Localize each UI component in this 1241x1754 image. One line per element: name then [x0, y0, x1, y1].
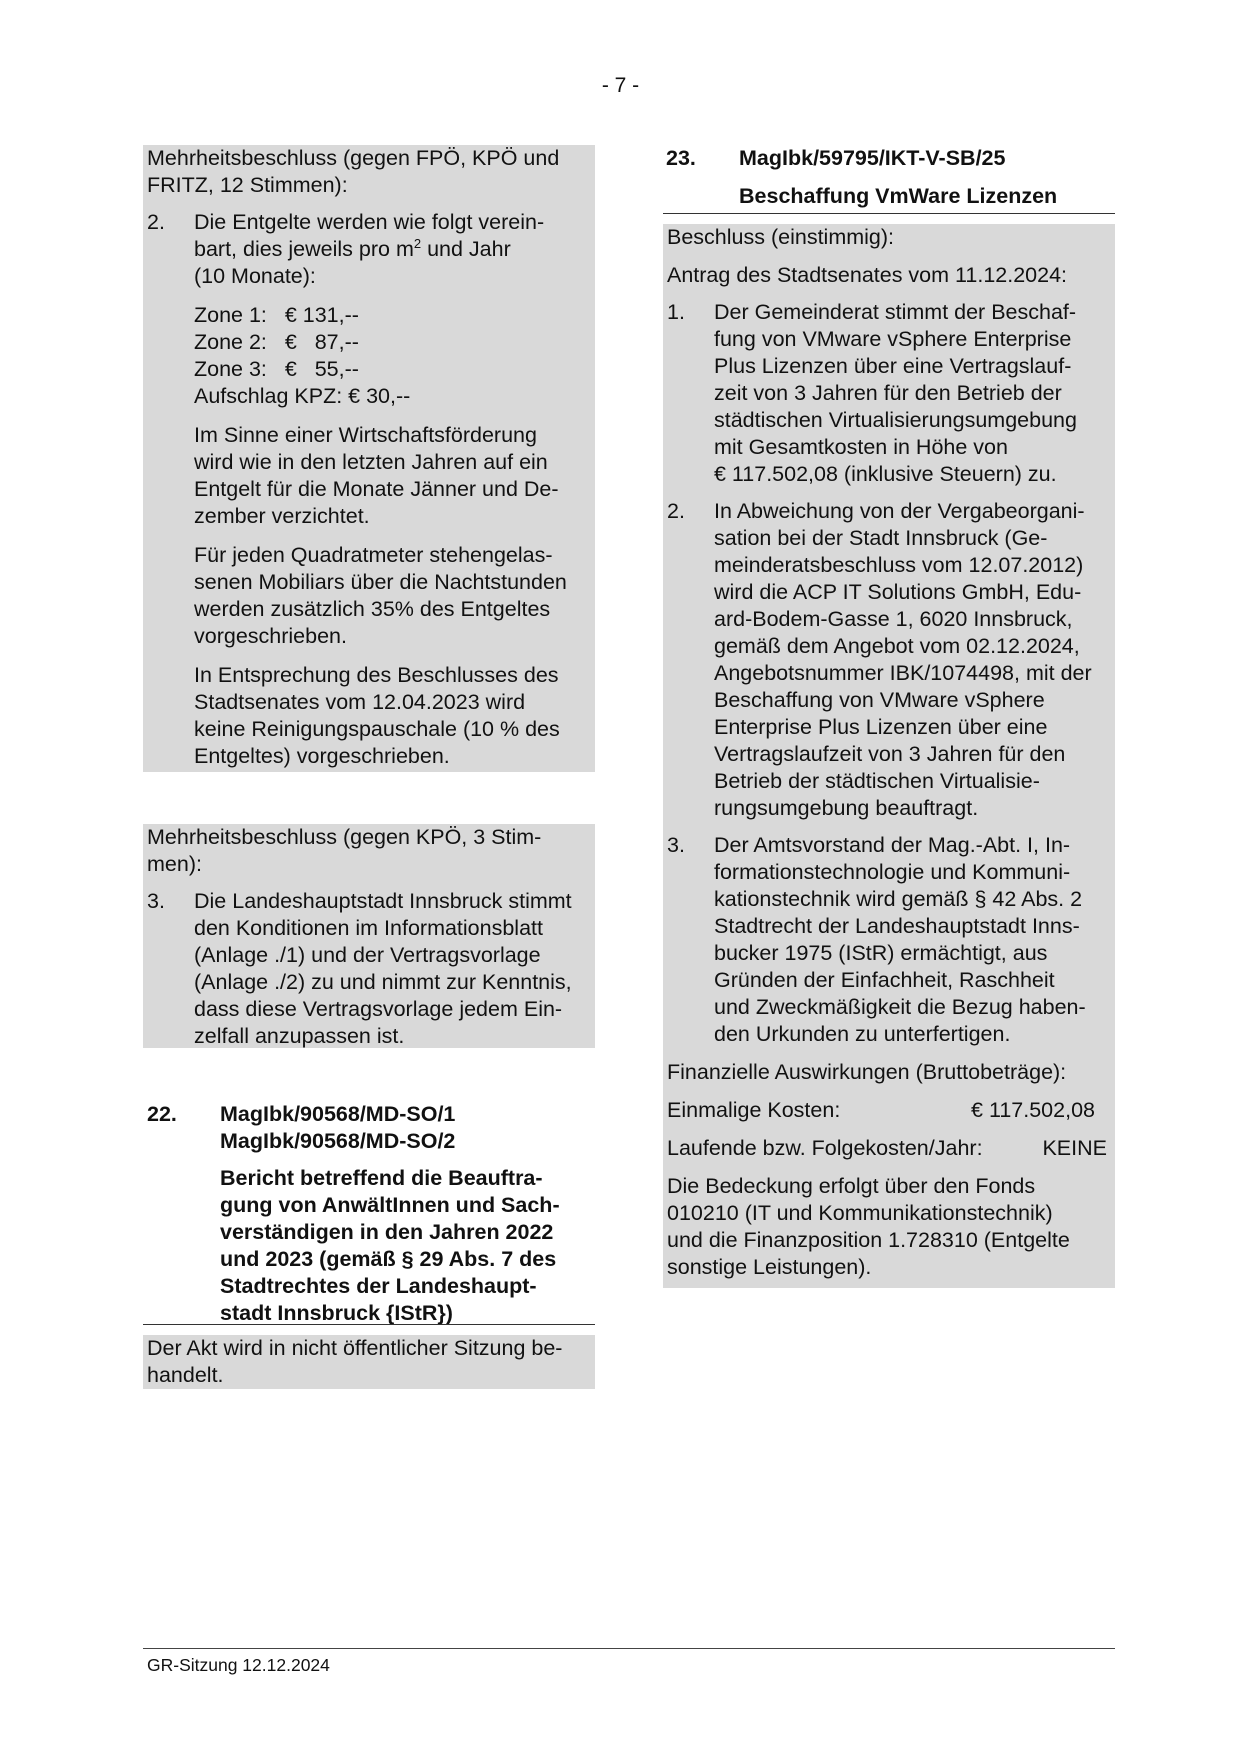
- list-item: 3. Der Amtsvorstand der Mag.-Abt. I, In- formationstechnologie und Kommuni- kationstechnik wird gemäß § 42 Abs. 2 Stadtrecht der Landeshauptstadt Inns- bucker 1975 (IStR) ermächtigt, aus Gründen der Einfachheit, Raschheit und Zweckmäßigkeit die Bezug haben- den Urkunden zu unterfertigen.: [667, 833, 1086, 1046]
- resolution-heading-cont: FRITZ, 12 Stimmen):: [147, 173, 348, 197]
- item-number: 3.: [667, 833, 685, 857]
- section-title: Bericht betreffend die Beauftra- gung von AnwältInnen und Sach- verständigen in den Jahren 2022 und 2023 (gemäß § 29 Abs. 7 des Stadtrechtes der Landeshaupt- stadt Innsbruck {IStR}): [220, 1166, 560, 1325]
- resolution-heading: Mehrheitsbeschluss (gegen FPÖ, KPÖ und: [147, 146, 560, 170]
- item-number: 1.: [667, 300, 685, 324]
- footer-rule: [143, 1648, 1115, 1649]
- one-time-costs-label: Einmalige Kosten:: [667, 1098, 841, 1122]
- list-item: 3. Die Landeshauptstadt Innsbruck stimmt den Konditionen im Informationsblatt (Anlage ./1) und der Vertragsvorlage (Anlage ./2) zu und nimmt zur Kenntnis, dass diese Vertragsvorlage jedem Ein- zelfall anzupassen ist.: [147, 889, 572, 1048]
- running-costs-label: Laufende bzw. Folgekosten/Jahr:: [667, 1136, 983, 1160]
- resolution-block-1-content: [147, 145, 597, 770]
- file-reference: MagIbk/59795/IKT-V-SB/25: [739, 146, 1006, 170]
- footer-text: GR-Sitzung 12.12.2024: [147, 1655, 330, 1675]
- page-number: - 7 -: [601, 74, 640, 97]
- section-23-header: [666, 145, 1116, 210]
- paragraph-cleaning: In Entsprechung des Beschlusses des Stadtsenates vom 12.04.2023 wird keine Reinigungspauschale (10 % des Entgeltes) vorgeschrieben.: [194, 663, 560, 768]
- item-number: 2.: [667, 499, 685, 523]
- zone-2: Zone 2: € 87,--: [194, 330, 359, 354]
- resolution-block-3-content: [667, 224, 1117, 1281]
- list-item: 1. Der Gemeinderat stimmt der Beschaf- fung von VMware vSphere Enterprise Plus Lizenzen über eine Vertragslauf- zeit von 3 Jahren für den Betrieb der städtischen Virtualisierungsumgebung mit Gesamtkosten in Höhe von € 117.502,08 (inklusive Steuern) zu.: [667, 300, 1077, 486]
- item-line: Die Entgelte werden wie folgt verein-: [194, 210, 545, 234]
- decision-type: Beschluss (einstimmig):: [667, 225, 894, 249]
- coverage-paragraph: Die Bedeckung erfolgt über den Fonds 010210 (IT und Kommunikationstechnik) und die Finanzposition 1.728310 (Entgelte sonstige Leistungen).: [667, 1174, 1070, 1279]
- motion-heading: Antrag des Stadtsenates vom 11.12.2024:: [667, 263, 1068, 287]
- item-number: 3.: [147, 889, 165, 913]
- one-time-costs-row: [667, 1097, 1095, 1124]
- zone-price-list: [194, 302, 597, 410]
- item-line: bart, dies jeweils pro $m^2$ und Jahr: [194, 235, 511, 261]
- paragraph-furniture: Für jeden Quadratmeter stehengelas- senen Mobiliars über die Nachtstunden werden zusätzlich 35% des Entgeltes vorgeschrieben.: [194, 543, 567, 648]
- surcharge-kpz: Aufschlag KPZ: € 30,--: [194, 384, 411, 408]
- item-number: 2.: [147, 210, 165, 234]
- nonpublic-note: Der Akt wird in nicht öffentlicher Sitzung be- handelt.: [147, 1336, 563, 1387]
- item-line: (10 Monate):: [194, 264, 316, 288]
- running-costs-row: [667, 1135, 1107, 1162]
- file-reference: MagIbk/90568/MD-SO/1: [220, 1102, 456, 1126]
- resolution-heading: Mehrheitsbeschluss (gegen KPÖ, 3 Stim-: [147, 825, 542, 849]
- paragraph-promotion: Im Sinne einer Wirtschaftsförderung wird wie in den letzten Jahren auf ein Entgelt für die Monate Jänner und De- zember verzichtet.: [194, 423, 559, 528]
- one-time-costs-value: € 117.502,08: [971, 1098, 1095, 1122]
- section-number: 22.: [147, 1102, 177, 1126]
- section-number: 23.: [666, 146, 696, 170]
- running-costs-value: KEINE: [1042, 1136, 1107, 1160]
- section-divider: [663, 213, 1115, 214]
- list-item: 2. In Abweichung von der Vergabeorgani- sation bei der Stadt Innsbruck (Ge- meinderatsbeschluss vom 12.07.2012) wird die ACP IT Solutions GmbH, Edu- ard-Bodem-Gasse 1, 6020 Innsbruck, gemäß dem Angebot vom 02.12.2024, Angebotsnummer IBK/1074498, mit der Beschaffung von VMware vSphere Enterprise Plus Lizenzen über eine Vertragslaufzeit von 3 Jahren für den Betrieb der städtischen Virtualisie- rungsumgebung beauftragt.: [667, 499, 1092, 820]
- section-divider: [143, 1324, 595, 1325]
- resolution-block-2-content: [147, 824, 597, 1050]
- resolution-heading-cont: men):: [147, 852, 202, 876]
- zone-1: Zone 1: € 131,--: [194, 303, 359, 327]
- zone-3: Zone 3: € 55,--: [194, 357, 359, 381]
- section-22: [147, 1101, 597, 1327]
- section-title: Beschaffung VmWare Lizenzen: [739, 184, 1058, 208]
- file-reference: MagIbk/90568/MD-SO/2: [220, 1129, 456, 1153]
- financial-heading: Finanzielle Auswirkungen (Bruttobeträge):: [667, 1060, 1067, 1084]
- list-item: [147, 209, 597, 770]
